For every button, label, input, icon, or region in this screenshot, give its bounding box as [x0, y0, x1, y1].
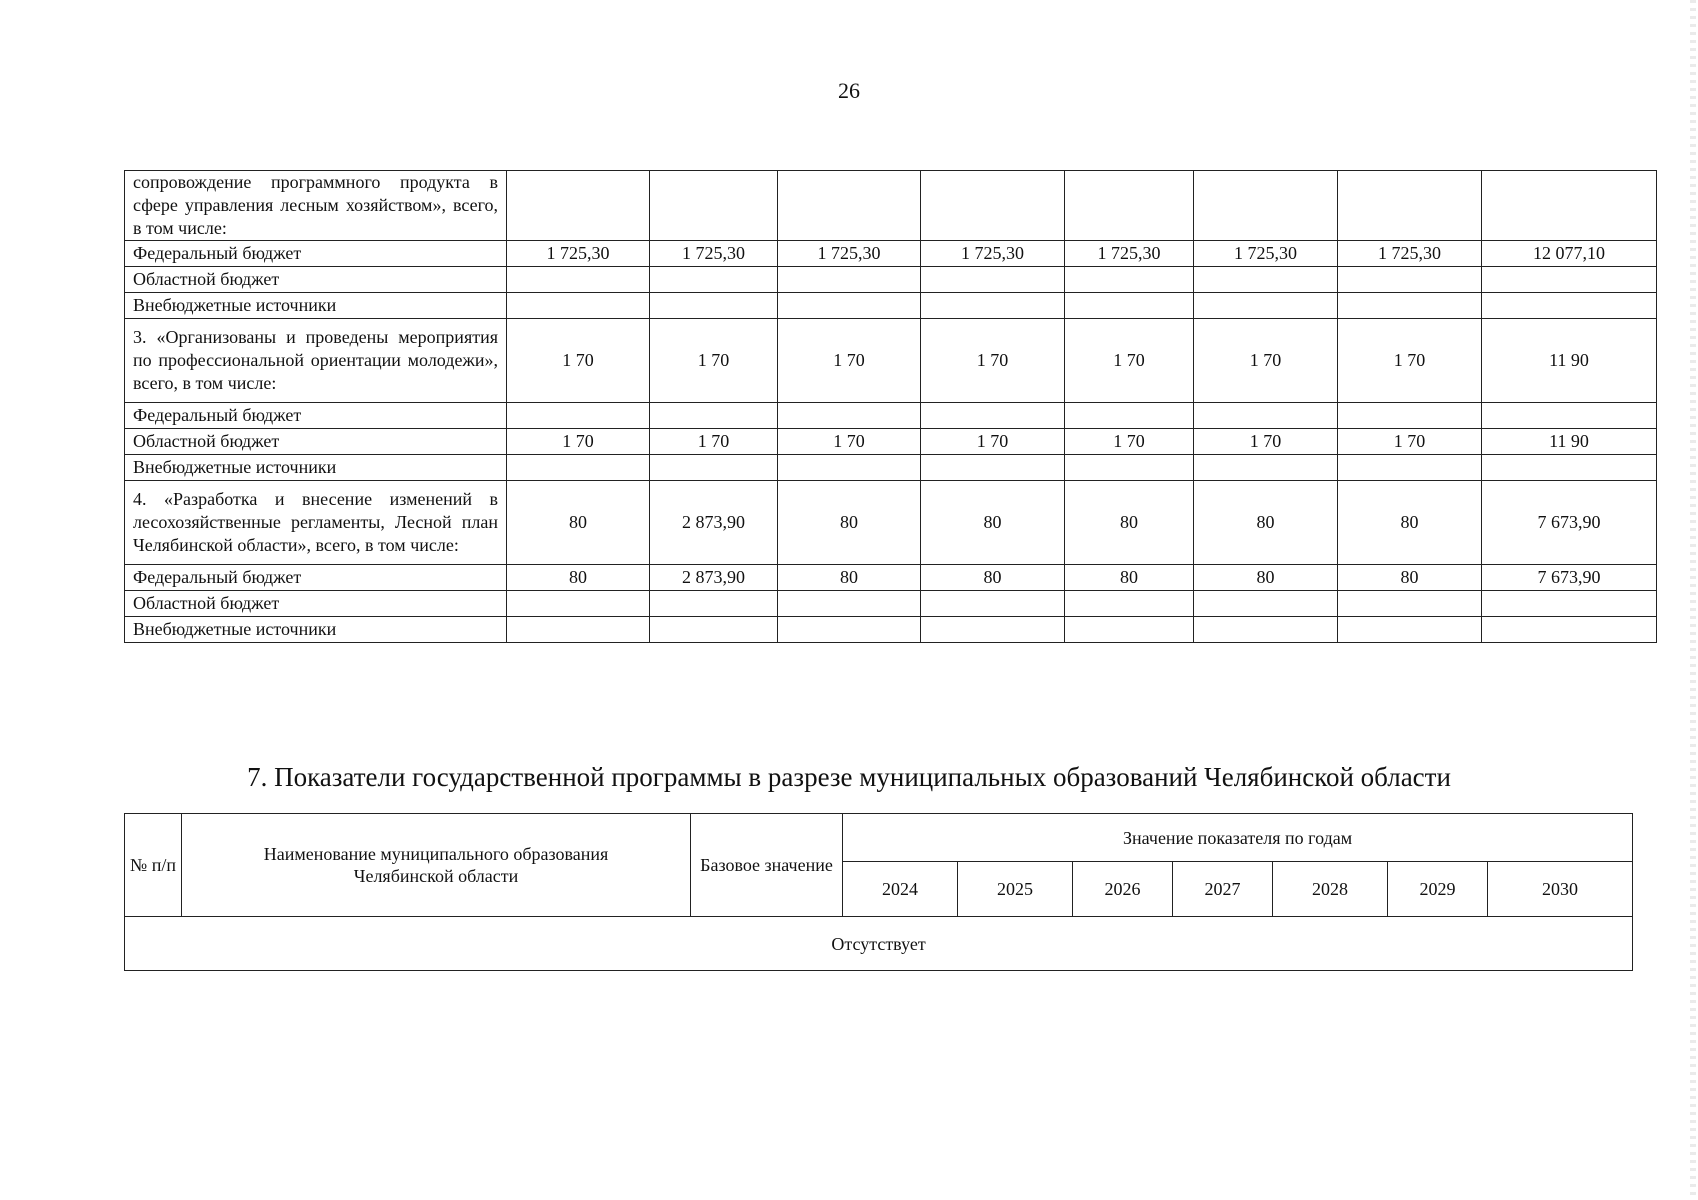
row-total [1482, 617, 1657, 643]
header-number: № п/п [125, 814, 182, 917]
row-value [650, 171, 778, 241]
header-year: 2028 [1273, 862, 1388, 917]
row-value [1338, 591, 1482, 617]
row-value: 80 [778, 565, 921, 591]
row-value [778, 293, 921, 319]
row-name: сопровождение программного продукта в сфере управления лесным хозяйством», всего, в том числе: [125, 171, 507, 241]
row-value: 1 70 [921, 319, 1065, 403]
row-total [1482, 293, 1657, 319]
row-value [507, 171, 650, 241]
row-value [921, 617, 1065, 643]
row-value [1194, 171, 1338, 241]
header-municipality-name: Наименование муниципального образования Челябинской области [182, 814, 691, 917]
row-value: 80 [507, 565, 650, 591]
row-name: Внебюджетные источники [125, 293, 507, 319]
row-value: 1 70 [1338, 429, 1482, 455]
row-total: 7 673,90 [1482, 565, 1657, 591]
row-name: Федеральный бюджет [125, 241, 507, 267]
table-row [125, 171, 1657, 241]
row-value: 1 70 [778, 429, 921, 455]
row-value: 1 70 [1194, 319, 1338, 403]
table-row [125, 293, 1657, 319]
row-value: 1 70 [650, 429, 778, 455]
header-year: 2025 [958, 862, 1073, 917]
row-value [1338, 455, 1482, 481]
row-value [1338, 267, 1482, 293]
row-value: 1 70 [1338, 319, 1482, 403]
row-value [1065, 403, 1194, 429]
table-row [125, 241, 1657, 267]
row-total: 12 077,10 [1482, 241, 1657, 267]
header-year: 2027 [1173, 862, 1273, 917]
row-name: 4. «Разработка и внесение изменений в лесохозяйственные регламенты, Лесной план Челябинской области», всего, в том числе: [125, 481, 507, 565]
row-value [1065, 591, 1194, 617]
row-total: 11 90 [1482, 319, 1657, 403]
row-value: 1 725,30 [507, 241, 650, 267]
table-row [125, 481, 1657, 565]
indicators-table [124, 813, 1633, 971]
row-name: Внебюджетные источники [125, 455, 507, 481]
row-value [507, 403, 650, 429]
row-value [507, 591, 650, 617]
row-value: 1 70 [1194, 429, 1338, 455]
row-value [921, 591, 1065, 617]
row-value [778, 455, 921, 481]
budget-table [124, 170, 1657, 643]
row-value: 80 [921, 565, 1065, 591]
empty-message: Отсутствует [125, 917, 1633, 971]
row-name: Областной бюджет [125, 429, 507, 455]
header-year: 2029 [1388, 862, 1488, 917]
row-value: 80 [1194, 481, 1338, 565]
row-value: 80 [507, 481, 650, 565]
row-value [1194, 455, 1338, 481]
row-total: 11 90 [1482, 429, 1657, 455]
header-year: 2026 [1073, 862, 1173, 917]
row-total [1482, 591, 1657, 617]
row-value [1194, 267, 1338, 293]
section-title: 7. Показатели государственной программы в разрезе муниципальных образований Челябинской области [247, 762, 1451, 792]
row-value: 80 [1194, 565, 1338, 591]
row-value [1194, 403, 1338, 429]
table-row [125, 429, 1657, 455]
row-value [1338, 403, 1482, 429]
row-value: 80 [1338, 481, 1482, 565]
table-row [125, 267, 1657, 293]
row-value [650, 455, 778, 481]
row-value: 1 70 [778, 319, 921, 403]
page-number: 26 [838, 78, 860, 103]
row-value [650, 591, 778, 617]
header-year: 2024 [843, 862, 958, 917]
header-base-value: Базовое значение [691, 814, 843, 917]
row-value [1338, 293, 1482, 319]
row-value [1065, 267, 1194, 293]
table-row [125, 591, 1657, 617]
row-value [921, 267, 1065, 293]
row-value [650, 617, 778, 643]
row-value: 80 [1338, 565, 1482, 591]
row-value [1194, 617, 1338, 643]
row-total [1482, 455, 1657, 481]
row-value [778, 171, 921, 241]
row-value [1338, 617, 1482, 643]
row-value [650, 267, 778, 293]
row-value [778, 617, 921, 643]
row-value: 80 [921, 481, 1065, 565]
row-value [507, 617, 650, 643]
row-name: Внебюджетные источники [125, 617, 507, 643]
table-row [125, 403, 1657, 429]
header-year: 2030 [1488, 862, 1633, 917]
row-value [921, 403, 1065, 429]
row-value [778, 403, 921, 429]
row-value: 80 [1065, 481, 1194, 565]
row-value: 2 873,90 [650, 481, 778, 565]
row-value: 80 [1065, 565, 1194, 591]
row-value [507, 267, 650, 293]
header-values-by-years: Значение показателя по годам [843, 814, 1633, 862]
row-value: 1 70 [921, 429, 1065, 455]
row-value: 1 725,30 [1065, 241, 1194, 267]
row-value: 80 [778, 481, 921, 565]
row-value [921, 171, 1065, 241]
table-row [125, 455, 1657, 481]
row-value [1338, 171, 1482, 241]
row-value [778, 591, 921, 617]
row-value [1065, 617, 1194, 643]
row-value: 1 70 [650, 319, 778, 403]
table-row [125, 617, 1657, 643]
row-value [1194, 591, 1338, 617]
row-value: 1 725,30 [1338, 241, 1482, 267]
row-value [507, 293, 650, 319]
row-value [1194, 293, 1338, 319]
row-value: 1 70 [507, 429, 650, 455]
row-name: Федеральный бюджет [125, 403, 507, 429]
row-value [778, 267, 921, 293]
row-value [1065, 293, 1194, 319]
row-name: 3. «Организованы и проведены мероприятия по профессиональной ориентации молодежи», всего, в том числе: [125, 319, 507, 403]
row-name: Областной бюджет [125, 591, 507, 617]
row-total [1482, 171, 1657, 241]
row-value [921, 293, 1065, 319]
budget-table-body [125, 171, 1657, 643]
row-value [1065, 455, 1194, 481]
row-total: 7 673,90 [1482, 481, 1657, 565]
row-value [650, 403, 778, 429]
scan-edge [1690, 0, 1696, 1200]
row-value [1065, 171, 1194, 241]
row-value [650, 293, 778, 319]
row-name: Областной бюджет [125, 267, 507, 293]
row-name: Федеральный бюджет [125, 565, 507, 591]
row-value: 2 873,90 [650, 565, 778, 591]
row-value: 1 70 [1065, 429, 1194, 455]
row-total [1482, 267, 1657, 293]
row-value: 1 725,30 [650, 241, 778, 267]
row-value: 1 725,30 [778, 241, 921, 267]
table-row [125, 319, 1657, 403]
row-total [1482, 403, 1657, 429]
row-value: 1 725,30 [921, 241, 1065, 267]
table-row [125, 565, 1657, 591]
row-value: 1 70 [1065, 319, 1194, 403]
row-value: 1 70 [507, 319, 650, 403]
row-value [921, 455, 1065, 481]
row-value: 1 725,30 [1194, 241, 1338, 267]
row-value [507, 455, 650, 481]
